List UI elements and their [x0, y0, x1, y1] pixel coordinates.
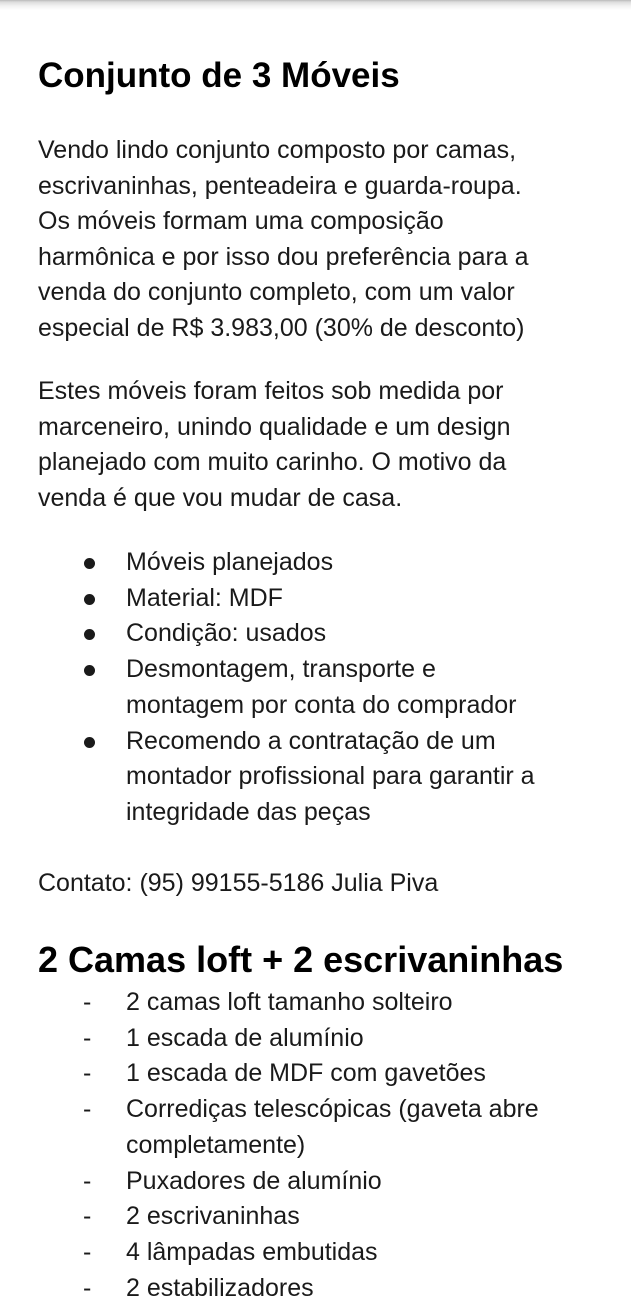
list-item: Recomendo a contratação de um montador profissional para garantir a integridade das peças — [38, 724, 535, 831]
list-item: - 2 escrivaninhas — [38, 1199, 539, 1235]
contact-line: Contato: (95) 99155-5186 Julia Piva — [38, 869, 439, 897]
bullet-icon — [84, 594, 95, 605]
paragraph-line: especial de R$ 3.983,00 (30% de desconto) — [38, 313, 525, 342]
paragraph-line: planejado com muito carinho. O motivo da — [38, 448, 507, 476]
dash-marker: - — [83, 1166, 92, 1195]
dash-marker: - — [83, 1059, 92, 1088]
bullet-icon — [84, 737, 95, 748]
paragraph-line: harmônica e por isso dou preferência para a — [38, 242, 529, 271]
dash-marker: - — [83, 988, 92, 1016]
list-item: - 2 estabilizadores — [38, 1271, 539, 1306]
dash-marker: - — [83, 1273, 92, 1302]
dash-marker: - — [83, 1202, 92, 1231]
list-item: Material: MDF — [38, 581, 535, 617]
items-list — [38, 985, 539, 1306]
paragraph-line: marceneiro, unindo qualidade e um design — [38, 412, 511, 441]
features-list — [38, 545, 535, 831]
list-item: Móveis planejados — [38, 545, 535, 581]
bullet-icon — [84, 629, 95, 640]
list-item: Desmontagem, transporte e montagem por conta do comprador — [38, 652, 535, 723]
top-edge-shadow — [0, 0, 631, 10]
list-item: - 4 lâmpadas embutidas — [38, 1235, 539, 1271]
section-title-camas-loft: 2 Camas loft + 2 escrivaninhas — [38, 939, 564, 980]
dash-marker: - — [83, 1095, 92, 1124]
bullet-icon — [84, 665, 95, 676]
list-item: Condição: usados — [38, 616, 535, 652]
paragraph-line: escrivaninhas, penteadeira e guarda-roupa. — [38, 171, 522, 200]
paragraph-line: Os móveis formam uma composição — [38, 207, 444, 235]
reason-paragraph — [38, 374, 511, 516]
list-item: - 2 camas loft tamanho solteiro — [38, 985, 539, 1021]
paragraph-line: Estes móveis foram feitos sob medida por — [38, 377, 504, 405]
dash-marker: - — [83, 1237, 92, 1266]
description-paragraph — [38, 133, 529, 346]
dash-marker: - — [83, 1023, 92, 1052]
list-item: - 1 escada de alumínio — [38, 1021, 539, 1057]
list-item: - 1 escada de MDF com gavetões — [38, 1056, 539, 1092]
bullet-icon — [84, 558, 95, 569]
paragraph-line: Vendo lindo conjunto composto por camas, — [38, 136, 517, 164]
list-item: - Puxadores de alumínio — [38, 1164, 539, 1200]
paragraph-line: venda é que vou mudar de casa. — [38, 483, 403, 512]
list-item: - Corrediças telescópicas (gaveta abre completamente) — [38, 1092, 539, 1163]
paragraph-line: venda do conjunto completo, com um valor — [38, 278, 515, 306]
section-title-conjunto: Conjunto de 3 Móveis — [38, 56, 400, 95]
